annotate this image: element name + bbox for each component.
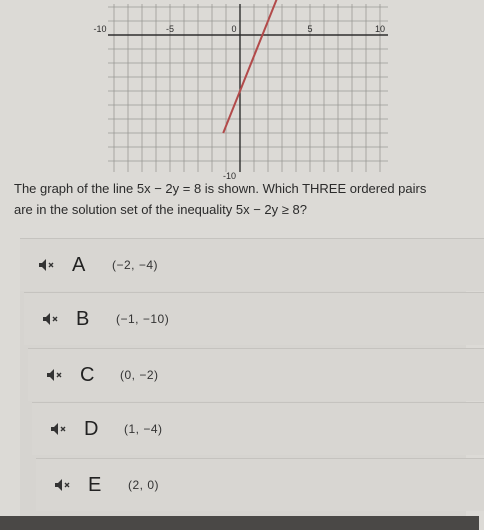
option-letter: C [80,363,95,386]
speaker-icon[interactable] [38,258,54,272]
option-pair: (1, −4) [124,422,163,436]
line-5x-2y-8 [223,0,294,133]
option-letter: B [76,307,90,330]
x-tick-label: 5 [307,24,313,34]
option-a[interactable] [20,238,484,291]
question-text-line-1: The graph of the line 5x − 2y = 8 is shown. Which THREE ordered pairs [14,181,427,196]
option-d[interactable] [32,402,484,455]
option-letter: E [88,473,102,496]
option-letter: D [84,417,99,440]
graph-svg [0,0,479,181]
x-tick-label: -5 [165,24,175,34]
option-pair: (0, −2) [120,368,159,382]
speaker-icon[interactable] [42,312,58,326]
x-tick-label: -10 [93,24,107,34]
bottom-bar [0,516,479,530]
option-pair: (2, 0) [128,478,160,492]
option-pair: (−2, −4) [112,258,159,272]
option-letter: A [72,253,86,276]
option-c[interactable] [28,348,484,401]
question-text-line-2: are in the solution set of the inequality 5x − 2y ≥ 8? [14,202,307,217]
answer-options-panel [20,238,466,530]
option-b[interactable] [24,292,484,345]
option-pair: (−1, −10) [116,312,170,326]
x-tick-label: 0 [231,24,237,34]
x-tick-label: 10 [374,24,386,34]
speaker-icon[interactable] [50,422,66,436]
coordinate-graph [0,0,479,181]
speaker-icon[interactable] [46,368,62,382]
y-tick-label: -10 [222,171,236,181]
option-e[interactable] [36,458,484,511]
speaker-icon[interactable] [54,478,70,492]
